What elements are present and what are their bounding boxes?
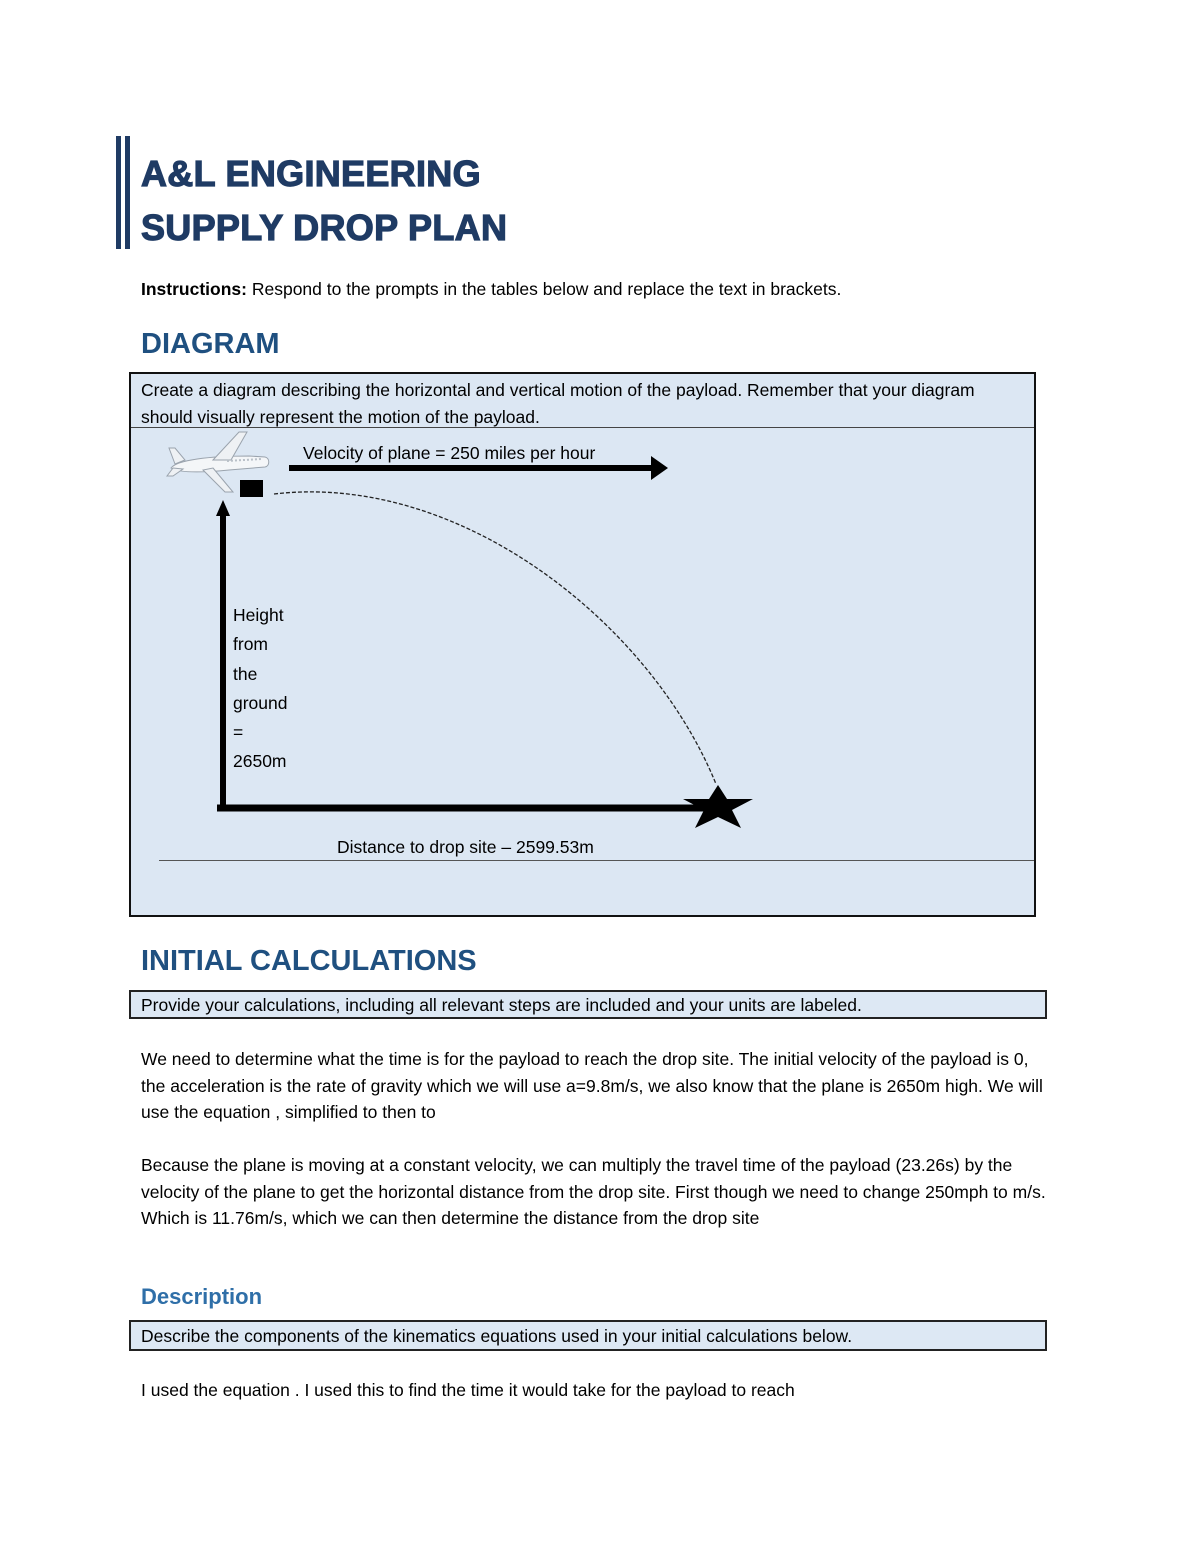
instructions [141,277,841,301]
divider [159,860,1034,861]
title-line-1: A&L ENGINEERING [141,153,481,194]
diagram-heading: DIAGRAM [141,328,280,360]
title-accent-bars [116,136,132,249]
height-arrow [216,500,230,809]
instructions-label: Instructions: [141,279,247,299]
diagram-prompt: Create a diagram describing the horizontal and vertical motion of the payload. Remember that your diagram should visually represent the motion of the payload. [141,380,975,427]
document-title [141,147,507,255]
height-label-line: Height [233,605,284,625]
calculations-paragraph-2: Because the plane is moving at a constant velocity, we can multiply the travel time of the payload (23.26s) by the velocity of the plane to get the horizontal distance from the drop site. First though we need to change 250mph to m/s. Which is 11.76m/s, which we can then determine the distance from the drop site [141,1155,1046,1229]
height-label-line: ground [233,692,288,713]
distance-label: Distance to drop site – 2599.53m [337,837,594,857]
height-label-line: = [233,722,244,743]
description-paragraph: I used the equation . I used this to find the time it would take for the payload to reach [141,1380,795,1400]
accent-bar [116,136,121,249]
diagram-box [129,372,1036,917]
initial-calculations-heading: INITIAL CALCULATIONS [141,945,477,977]
accent-bar [125,136,130,249]
instructions-text: Respond to the prompts in the tables below and replace the text in brackets. [246,279,842,299]
calculations-prompt: Provide your calculations, including all relevant steps are included and your units are labeled. [129,990,1047,1019]
height-label-line: 2650m [233,751,287,772]
trajectory-curve [274,492,716,784]
description-prompt: Describe the components of the kinematics equations used in your initial calculations below. [129,1320,1047,1351]
height-label [233,601,313,777]
title-line-2: SUPPLY DROP PLAN [141,207,508,248]
payload-box-icon [240,480,263,497]
velocity-label: Velocity of plane = 250 miles per hour [303,443,596,463]
height-label-line: from [233,634,268,655]
calculations-paragraph-1: We need to determine what the time is for the payload to reach the drop site. The initial velocity of the payload is 0, the acceleration is the rate of gravity which we will use a=9.8m/s, we also know that the plane is 2650m high. We will use the equation , simplified to then to [141,1049,1043,1123]
description-heading: Description [141,1284,263,1309]
height-label-line: the [233,663,258,684]
